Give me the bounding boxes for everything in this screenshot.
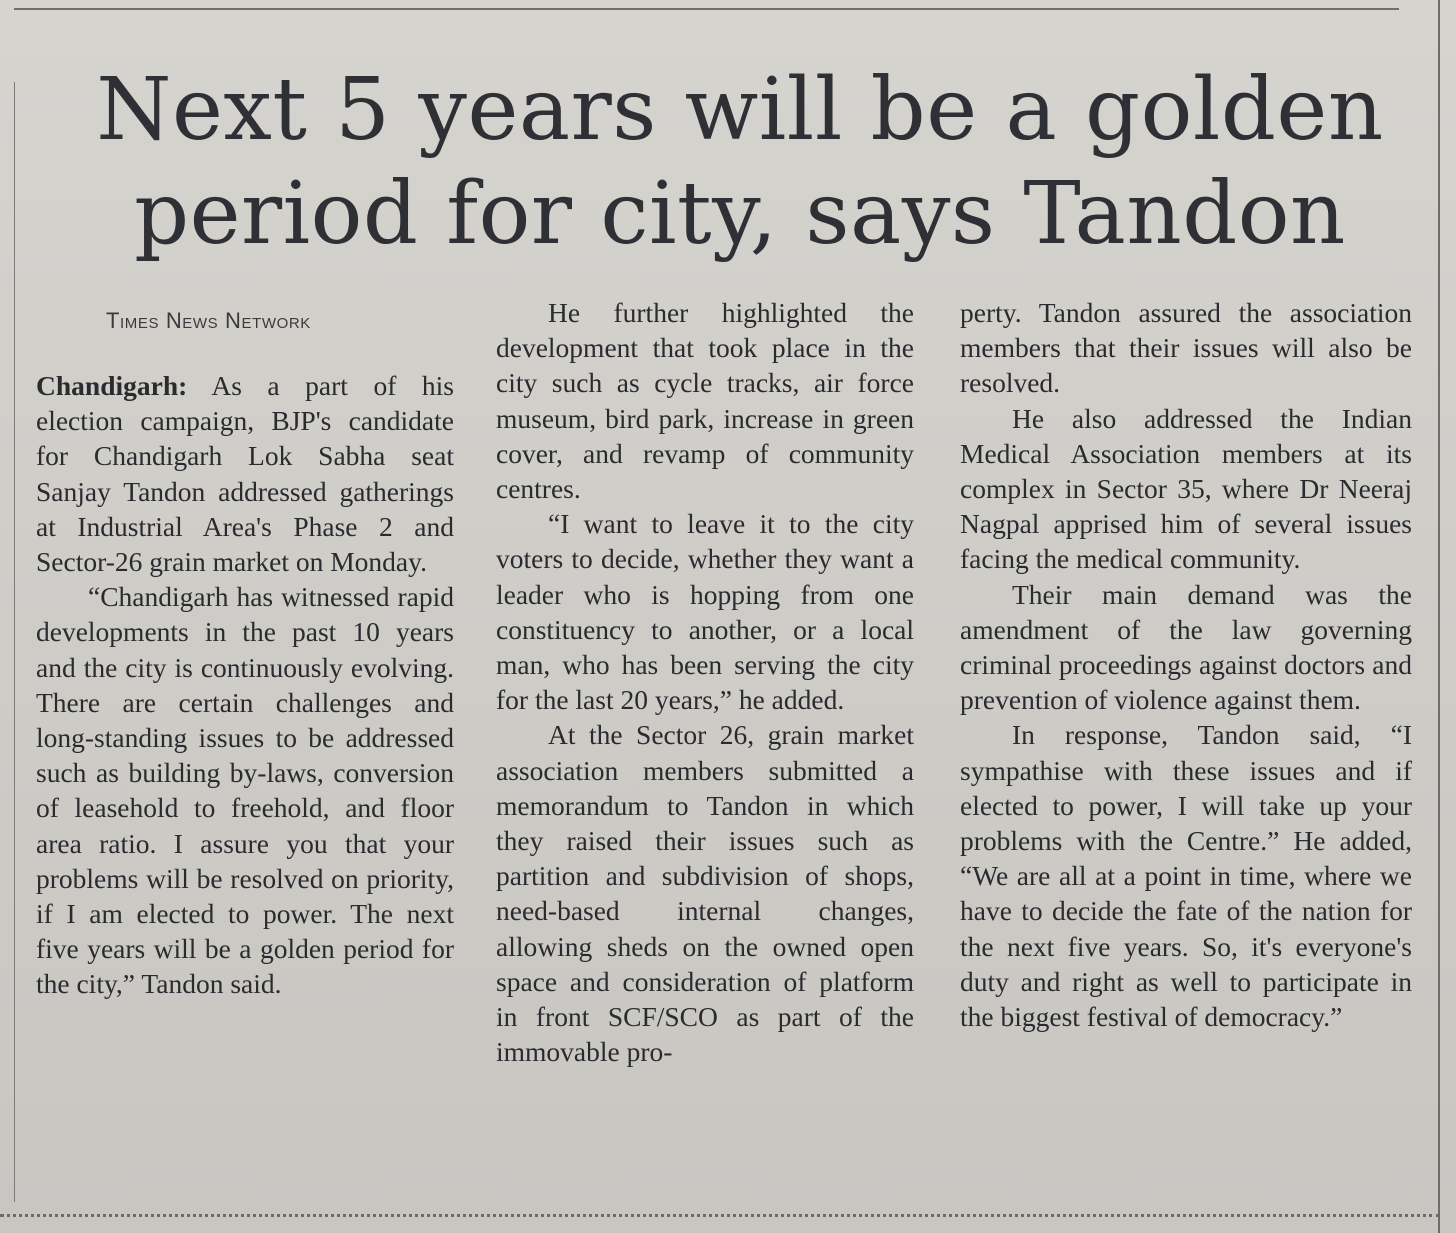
article-paragraph: Their main demand was the amendment of the law governing criminal proceedings against doctors and prevention of violence against them. — [960, 578, 1412, 716]
article-column-2 — [496, 295, 914, 1069]
byline: Times News Network — [106, 308, 311, 333]
article-paragraph: He further highlighted the development that took place in the city such as cycle tracks, air force museum, bird park, increase in green cover, and revamp of community centres. — [496, 297, 914, 505]
article-column-3 — [960, 295, 1412, 1034]
right-column-rule — [1438, 0, 1440, 1233]
article-paragraph: He also addressed the Indian Medical Association members at its complex in Sector 35, where Dr Neeraj Nagpal apprised him of several issues facing the medical community. — [960, 402, 1412, 575]
article-paragraph — [36, 368, 454, 579]
left-column-rule — [14, 82, 15, 1202]
article-headline: Next 5 years will be a golden period for city, says Tandon — [96, 60, 1384, 264]
bottom-dotted-rule — [0, 1214, 1440, 1217]
paragraph-text: As a part of his election campaign, BJP's candidate for Chandigarh Lok Sabha seat Sanjay Tandon addressed gatherings at Industrial Area's Phase 2 and Sector-26 grain market on Monday. — [36, 370, 454, 578]
article-paragraph: In response, Tandon said, “I sympathise with these issues and if elected to power, I will take up your problems with the Centre.” He added, “We are all at a point in time, where we have to decide the fate of the nation for the next five years. So, it's everyone's duty and right as well to participate in the biggest festival of democracy.” — [960, 719, 1412, 1033]
article-paragraph: “I want to leave it to the city voters to decide, whether they want a leader who is hopping from one constituency to another, or a local man, who has been serving the city for the last 20 years,” he added. — [496, 508, 914, 716]
dateline: Chandigarh: — [36, 370, 188, 401]
article-column-1 — [36, 295, 454, 1002]
article-paragraph: perty. Tandon assured the association members that their issues will also be resolved. — [960, 297, 1412, 399]
article-paragraph: At the Sector 26, grain market association members submitted a memorandum to Tandon in which they raised their issues such as partition and subdivision of shops, need-based internal changes, allowing sheds on the owned open space and consideration of platform in front SCF/SCO as part of the immovable pro- — [496, 719, 914, 1068]
article-paragraph: “Chandigarh has witnessed rapid developments in the past 10 years and the city is continuously evolving. There are certain challenges and long-standing issues to be addressed such as building by-laws, conversion of leasehold to freehold, and floor area ratio. I assure you that your problems will be resolved on priority, if I am elected to power. The next five years will be a golden period for the city,” Tandon said. — [36, 581, 454, 1000]
top-column-rule — [14, 8, 1399, 10]
